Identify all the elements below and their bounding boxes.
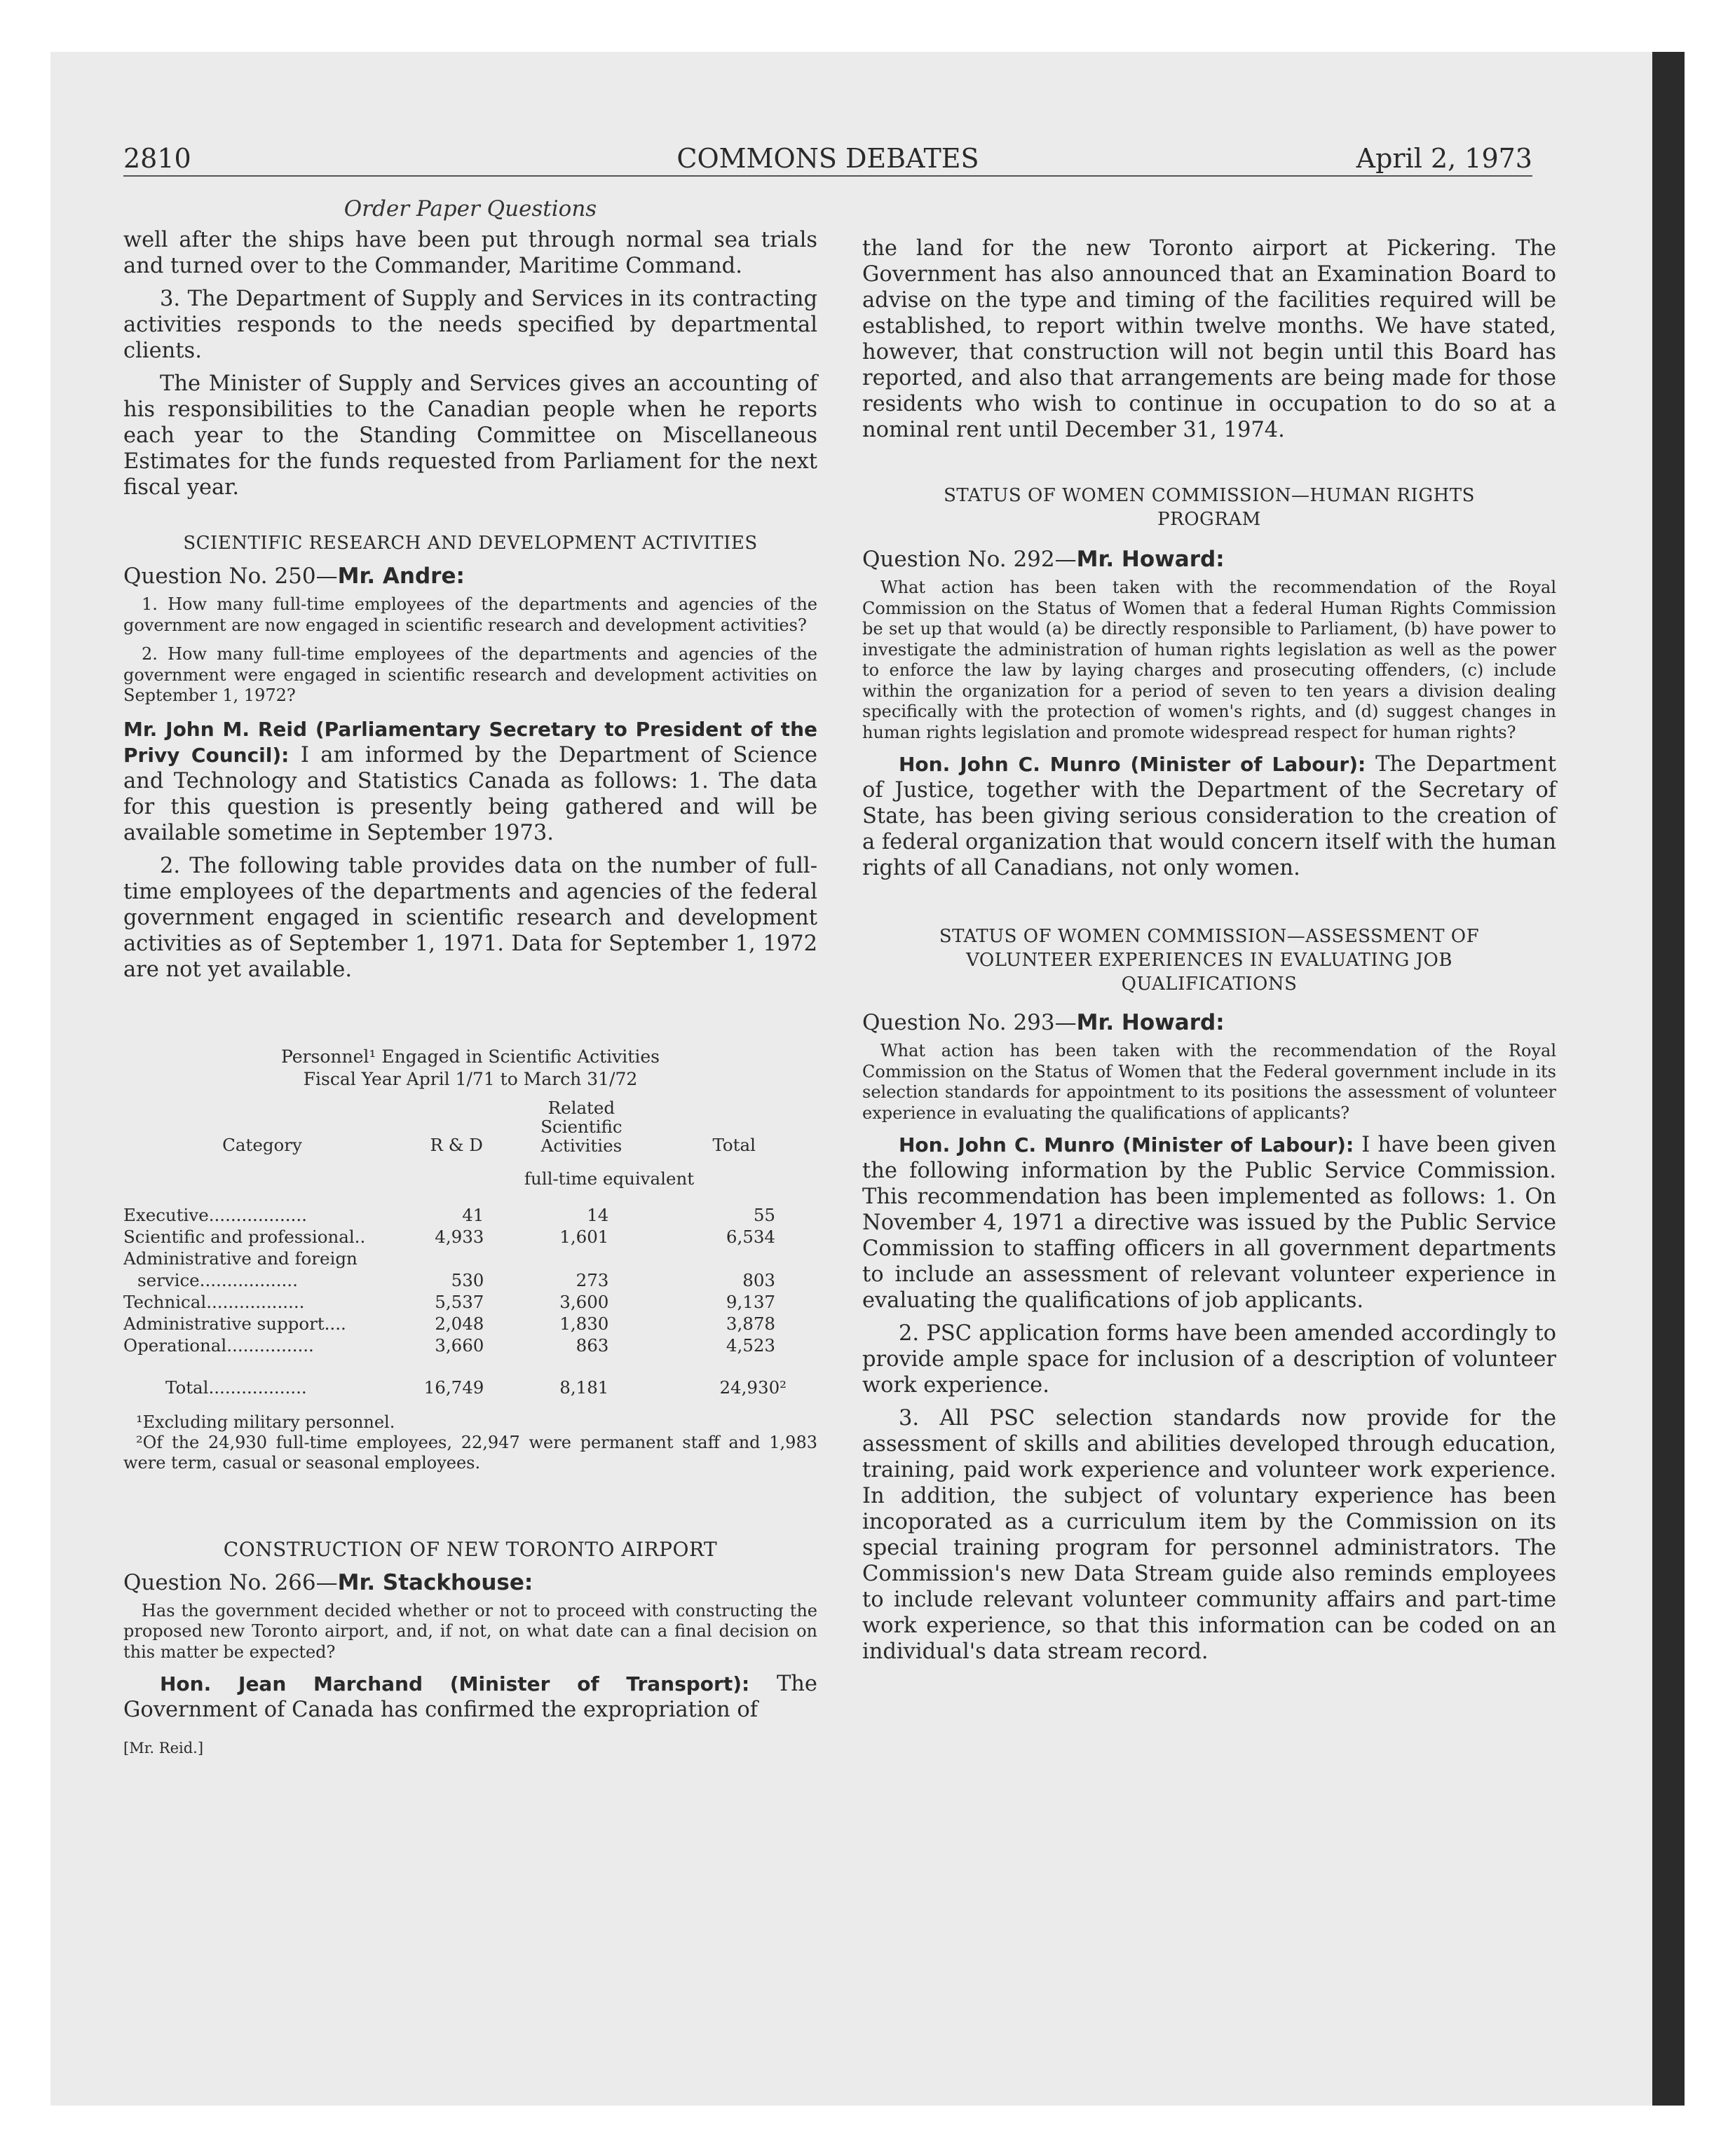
question-member: Mr. Howard: <box>1076 547 1225 572</box>
answer-text: The Department of Justice, together with the Department of the Secretary of State, has been giving serious consideration to the creation of a federal organization that would concern itself with the human rights of all Canadians, not only women. <box>862 752 1556 880</box>
cell-category: Administrative and foreign <box>123 1248 358 1269</box>
speaker-name: Hon. Jean Marchand (Minister of Transport): <box>160 1672 750 1696</box>
question-member: Mr. Howard: <box>1076 1010 1225 1035</box>
column-header: Category <box>222 1134 302 1155</box>
total-label: Total.................. <box>165 1377 307 1398</box>
paragraph: well after the ships have been put through normal sea trials and turned over to the Commander, Maritime Command. <box>123 228 817 278</box>
table-total-row <box>123 1356 817 1398</box>
cell-related: 1,601 <box>559 1226 609 1247</box>
right-column <box>862 236 1556 1672</box>
header-line: Related <box>547 1097 615 1118</box>
cell-category: service.................. <box>137 1269 298 1290</box>
left-column <box>123 196 817 1756</box>
question-text: What action has been taken with the recommendation of the Royal Commission on the Status of Women that a federal Human Rights Commission be set up that would (a) be directly responsible to Parliament, (b) have power to investigate the administration of human rights legislation as well as the power to enforce the law by laying charges and prosecuting offenders, (c) include within the organization for a period of seven to ten years a division dealing specifically with the protection of women's rights, and (d) suggest changes in human rights legislation and promote widespread respect for human rights? <box>862 578 1556 742</box>
cell-rd: 2,048 <box>435 1313 484 1334</box>
paragraph: 2. The following table provides data on the number of full-time employees of the departments and agencies of the federal government engaged in scientific research and development activities as of September 1, 1971. Data for September 1, 1972 are not yet available. <box>123 853 817 982</box>
answer-paragraph <box>862 751 1556 881</box>
paragraph: 3. All PSC selection standards now provide for the assessment of skills and abilities developed through education, training, paid work experience and volunteer work experience. In addition, the subject of voluntary experience has been incoporated as a curriculum item by the Commission on its special training program for personnel administrators. The Commission's new Data Stream guide also reminds employees to include relevant volunteer community affairs and part-time work experience, so that this information can be coded on an individual's data stream record. <box>862 1406 1556 1664</box>
footnote: ²Of the 24,930 full-time employees, 22,947 were permanent staff and 1,983 were term, casual or seasonal employees. <box>123 1432 817 1473</box>
cell-rd: 530 <box>451 1269 484 1290</box>
order-paper-heading: Order Paper Questions <box>343 196 597 221</box>
question-label: Question No. 293— <box>862 1010 1077 1035</box>
question-text: Has the government decided whether or not to proceed with constructing the proposed new Toronto airport, and, if not, on what date can a final decision on this matter be expected? <box>123 1600 817 1662</box>
table-subtitle: Fiscal Year April 1/71 to March 31/72 <box>303 1068 638 1089</box>
cell-category: Technical.................. <box>123 1291 305 1312</box>
table-title: Personnel¹ Engaged in Scientific Activities <box>281 1046 660 1067</box>
column-header <box>512 1098 651 1156</box>
answer-paragraph <box>862 1132 1556 1314</box>
cell-related: 273 <box>576 1269 609 1290</box>
question-title <box>862 1009 1556 1037</box>
question-label: Question No. 250— <box>123 564 338 589</box>
total-total: 24,930² <box>719 1377 787 1398</box>
unit-row <box>123 1156 817 1204</box>
paragraph: 2. PSC application forms have been amended accordingly to provide ample space for inclusion of a description of volunteer work experience. <box>862 1321 1556 1398</box>
cell-category: Administrative support.... <box>123 1313 346 1334</box>
section-heading: STATUS OF WOMEN COMMISSION—HUMAN RIGHTS PROGRAM <box>944 485 1475 530</box>
footnote: ¹Excluding military personnel. <box>136 1412 395 1432</box>
question-member: Mr. Andre: <box>337 564 465 589</box>
question-text: What action has been taken with the recommendation of the Royal Commission on the Status of Women that the Federal government include in its selection standards for appointment to its positions the assessment of volunteer experience in evaluating the qualifications of applicants? <box>862 1041 1556 1123</box>
table-row <box>123 1269 817 1291</box>
table-row <box>123 1204 817 1226</box>
cell-total: 803 <box>742 1269 775 1290</box>
running-head <box>123 140 1532 177</box>
table-header-row <box>123 1098 817 1156</box>
cell-total <box>651 1248 817 1269</box>
cell-related: 14 <box>587 1204 609 1225</box>
answer-paragraph <box>123 1671 817 1723</box>
cell-category: Executive.................. <box>123 1204 307 1225</box>
total-rd: 16,749 <box>423 1377 484 1398</box>
data-table <box>123 1098 817 1398</box>
scan-edge-bar <box>1652 52 1685 2106</box>
section-heading: STATUS OF WOMEN COMMISSION—ASSESSMENT OF VOLUNTEER EXPERIENCES IN EVALUATING JOB QUALIFICATIONS <box>939 926 1480 995</box>
cell-rd: 41 <box>462 1204 484 1225</box>
paragraph: The Minister of Supply and Services gives an accounting of his responsibilities to the Canadian people when he reports each year to the Standing Committee on Miscellaneous Estimates for the funds requested from Parliament for the next fiscal year. <box>123 371 817 500</box>
question-text: 1. How many full-time employees of the departments and agencies of the government are now engaged in scientific research and development activities? <box>123 594 817 635</box>
question-text: 2. How many full-time employees of the departments and agencies of the government were engaged in scientific research and development activities on September 1, 1972? <box>123 644 817 705</box>
answer-text: The Government of Canada has confirmed the expropriation of <box>123 1672 817 1722</box>
paragraph: the land for the new Toronto airport at Pickering. The Government has also announced that an Examination Board to advise on the type and timing of the facilities required will be established, to report within twelve months. We have stated, however, that construction will not begin until this Board has reported, and also that arrangements are being made for those residents who wish to continue in occupation to do so at a nominal rent until December 31, 1974. <box>862 236 1556 442</box>
cell-total: 55 <box>753 1204 775 1225</box>
header-line: Activities <box>540 1135 622 1156</box>
cell-category: Operational................ <box>123 1335 314 1356</box>
table-row <box>123 1291 817 1313</box>
question-label: Question No. 266— <box>123 1569 338 1595</box>
speaker-name: Hon. John C. Munro (Minister of Labour): <box>899 1133 1354 1157</box>
question-title <box>123 1569 817 1597</box>
section-heading: CONSTRUCTION OF NEW TORONTO AIRPORT <box>223 1537 718 1561</box>
cell-total: 4,523 <box>726 1335 775 1356</box>
cell-category: Scientific and professional.. <box>123 1226 366 1247</box>
cell-total: 6,534 <box>726 1226 775 1247</box>
speaker-reference: [Mr. Reid.] <box>123 1740 204 1756</box>
table-row <box>123 1313 817 1335</box>
table-row <box>123 1335 817 1356</box>
question-member: Mr. Stackhouse: <box>337 1569 533 1595</box>
cell-rd: 5,537 <box>435 1291 484 1312</box>
cell-total: 3,878 <box>726 1313 775 1334</box>
answer-paragraph <box>123 716 817 846</box>
unit-label: full-time equivalent <box>524 1168 695 1189</box>
column-header: R & D <box>430 1134 483 1155</box>
total-related: 8,181 <box>559 1377 609 1398</box>
cell-total: 9,137 <box>726 1291 775 1312</box>
question-label: Question No. 292— <box>862 547 1077 572</box>
publication-date: April 2, 1973 <box>1356 143 1532 174</box>
cell-related: 3,600 <box>559 1291 609 1312</box>
personnel-table <box>123 1046 817 1473</box>
cell-rd: 3,660 <box>435 1335 484 1356</box>
question-title <box>862 545 1556 573</box>
answer-text: I have been given the following information by the Public Service Commission. This recommendation has been implemented as follows: 1. On November 4, 1971 a directive was issued by the Public Service Commission to staffing officers in all government departments to include an assessment of relevant volunteer experience in evaluating the qualifications of job applicants. <box>862 1133 1557 1313</box>
page-number: 2810 <box>123 143 191 174</box>
cell-rd <box>401 1248 512 1269</box>
section-heading: SCIENTIFIC RESEARCH AND DEVELOPMENT ACTIVITIES <box>183 533 758 554</box>
cell-rd: 4,933 <box>435 1226 484 1247</box>
publication-title: COMMONS DEBATES <box>676 143 979 174</box>
cell-related: 863 <box>576 1335 609 1356</box>
speaker-name: Mr. John M. Reid (Parliamentary Secretary to President of the Privy Council): <box>123 717 817 767</box>
table-row <box>123 1248 817 1269</box>
cell-related <box>512 1248 651 1269</box>
question-title <box>123 562 817 590</box>
answer-text: I am informed by the Department of Science and Technology and Statistics Canada as follows: 1. The data for this question is presently being gathered and will be available sometime in September 1973. <box>123 742 818 845</box>
header-line: Scientific <box>540 1116 622 1137</box>
speaker-name: Hon. John C. Munro (Minister of Labour): <box>899 753 1366 776</box>
cell-related: 1,830 <box>559 1313 609 1334</box>
table-row <box>123 1226 817 1248</box>
column-header: Total <box>712 1134 756 1155</box>
paragraph: 3. The Department of Supply and Services in its contracting activities responds to the needs specified by departmental clients. <box>123 287 817 363</box>
